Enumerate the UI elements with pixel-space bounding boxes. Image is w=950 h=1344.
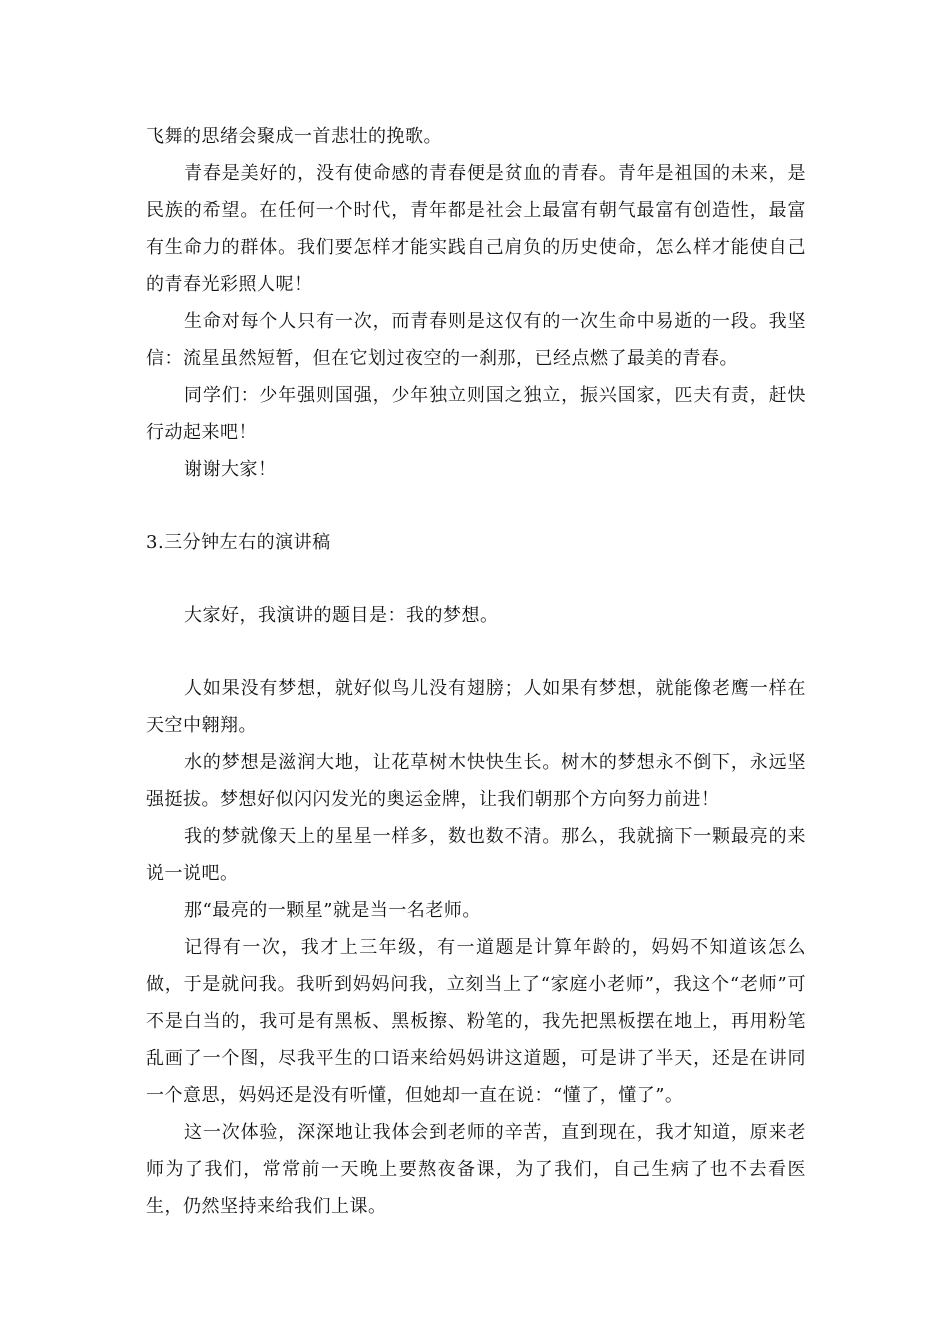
- paragraph-home-teacher: 记得有一次，我才上三年级，有一道题是计算年龄的，妈妈不知道该怎么做，于是就问我。我听到妈妈问我，立刻当上了“家庭小老师”，我这个“老师”可不是白当的，我可是有黑板、黑板擦、粉笔的，我先把黑板摆在地上，再用粉笔乱画了一个图，尽我平生的口语来给妈妈讲这道题，可是讲了半天，还是在讲同一个意思，妈妈还是没有听懂，但她却一直在说：“懂了，懂了”。: [146, 937, 806, 1106]
- spacer: [146, 488, 806, 524]
- paragraph-life-once: 生命对每个人只有一次，而青春则是这仅有的一次生命中易逝的一段。我坚信：流星虽然短暂，但在它划过夜空的一刹那，已经点燃了最美的青春。: [146, 311, 806, 369]
- paragraph-youth-mission: 青春是美好的，没有使命感的青春便是贫血的青春。青年是祖国的未来，是民族的希望。在任何一个时代，青年都是社会上最富有朝气最富有创造性，最富有生命力的群体。我们要怎样才能实践自己肩负的历史使命，怎么样才能使自己的青春光彩照人呢！: [146, 163, 806, 295]
- paragraph-classmates-call: 同学们：少年强则国强，少年独立则国之独立，振兴国家，匹夫有责，赶快行动起来吧！: [146, 385, 806, 443]
- paragraph-teacher-hardship: 这一次体验，深深地让我体会到老师的辛苦，直到现在，我才知道，原来老师为了我们，常常前一天晚上要熬夜备课，为了我们，自己生病了也不去看医生，仍然坚持来给我们上课。: [146, 1122, 806, 1217]
- spacer: [146, 634, 806, 670]
- spacer: [146, 561, 806, 597]
- paragraph-water-dream: 水的梦想是滋润大地，让花草树木快快生长。树木的梦想永不倒下，永远坚强挺拔。梦想好似闪闪发光的奥运金牌，让我们朝那个方向努力前进！: [146, 752, 806, 810]
- paragraph-thanks: 谢谢大家！: [184, 459, 277, 480]
- paragraph-dream-wings: 人如果没有梦想，就好似鸟儿没有翅膀；人如果有梦想，就能像老鹰一样在天空中翱翔。: [146, 678, 806, 736]
- section-heading: 3.三分钟左右的演讲稿: [146, 532, 331, 553]
- paragraph-many-dreams: 我的梦就像天上的星星一样多，数也数不清。那么，我就摘下一颗最亮的来说一说吧。: [146, 826, 806, 884]
- document-body: [146, 118, 806, 1225]
- paragraph-greeting: 大家好，我演讲的题目是：我的梦想。: [184, 605, 499, 626]
- paragraph-brightest-star: 那“最亮的一颗星”就是当一名老师。: [184, 900, 481, 921]
- paragraph-continuation: 飞舞的思绪会聚成一首悲壮的挽歌。: [146, 126, 442, 147]
